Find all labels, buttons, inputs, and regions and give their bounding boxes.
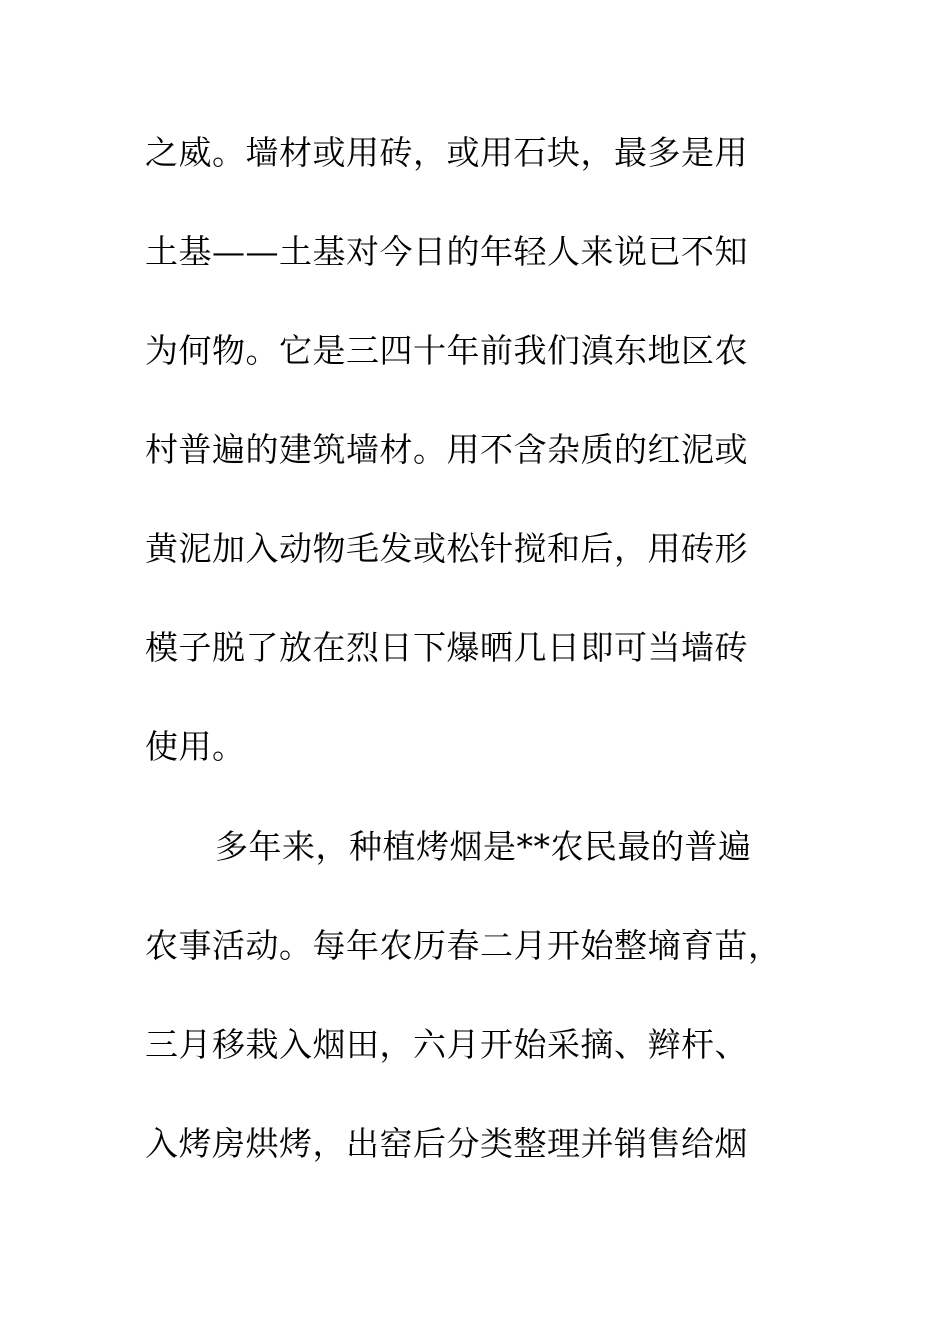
- text-line-3: 为何物。它是三四十年前我们滇东地区农: [145, 331, 748, 370]
- text-line-10: 三月移栽入烟田，六月开始采摘、辫杆、: [145, 1025, 748, 1064]
- paragraph-2-first-line: 多年来，种植烤烟是**农民最的普遍: [215, 827, 752, 866]
- text-line-11: 入烤房烘烤，出窑后分类整理并销售给烟: [145, 1124, 748, 1163]
- text-line-1: 之威。墙材或用砖，或用石块，最多是用: [145, 133, 748, 172]
- text-line-9: 农事活动。每年农历春二月开始整墒育苗，: [145, 926, 782, 965]
- text-line-5: 黄泥加入动物毛发或松针搅和后，用砖形: [145, 529, 748, 568]
- text-line-2: 土基——土基对今日的年轻人来说已不知: [145, 232, 748, 271]
- text-line-7: 使用。: [145, 727, 246, 766]
- text-line-6: 模子脱了放在烈日下爆晒几日即可当墙砖: [145, 628, 748, 667]
- text-line-4: 村普遍的建筑墙材。用不含杂质的红泥或: [145, 430, 748, 469]
